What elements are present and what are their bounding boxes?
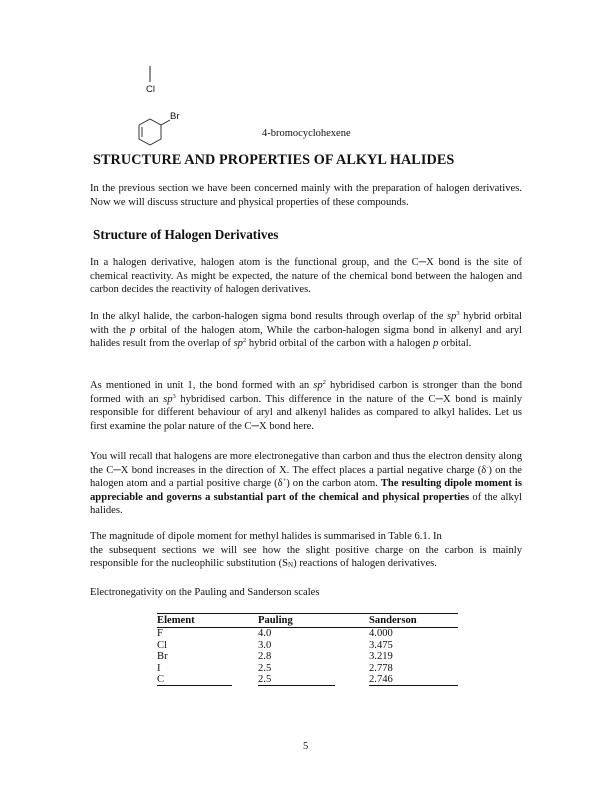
subsection-title: Structure of Halogen Derivatives [93,227,279,242]
cell-element: I [157,662,161,674]
paragraph-dipole-magnitude: The magnitude of dipole moment for methyl halides is summarised in Table 6.1. In the subsequent sections we will see how the slight positive charge on the carbon is mainly responsible for the nucleophilic substitution $(S_N)$ reactions of halogen derivatives. [90,531,522,570]
chloro-structure [140,64,160,100]
cell-pauling: 2.8 [258,651,272,663]
cell-pauling: 2.5 [258,674,369,686]
header-pauling: Pauling [258,615,293,626]
electronegativity-table [157,613,458,686]
chlorine-label: Cl [146,84,155,95]
paragraph-dipole-moment: You will recall that halogens are more electronegative than carbon and thus the electron density along the C─X bond increases in the direction of X. The effect places a partial negative charge (δ-) on the halogen atom and a partial positive charge (δ+) on the carbon atom. The resulting dipole moment is appreciable and governs a substantial part of the chemical and physical properties of the alkyl halides. [90,451,522,517]
cell-element: Cl [157,639,168,651]
cell-sanderson: 4.000 [369,628,393,640]
table-row [157,663,458,674]
header-sanderson: Sanderson [369,615,417,626]
cell-sanderson: 2.778 [369,662,393,674]
bond-line [140,64,160,84]
cell-pauling: 2.5 [258,662,272,674]
cell-element: C [157,674,258,686]
cell-element: Br [157,651,168,663]
cyclohexene-ring [130,108,190,153]
cell-pauling: 4.0 [258,628,272,640]
bromocyclohexene-structure [130,108,190,153]
intro-paragraph: In the previous section we have been concerned mainly with the preparation of halogen derivatives. Now we will discuss structure and physical properties of these compounds. [90,183,522,208]
paragraph-orbital-overlap: In the alkyl halide, the carbon-halogen sigma bond results through overlap of the $sp^3$ hybrid orbital with the p orbital of the halogen atom, While the carbon-halogen sigma bond in alkenyl and aryl halides result from the overlap of $sp^2$ hybrid orbital of the carbon with a halogen p orbital. [90,310,522,350]
table-row [157,651,458,662]
table-header-row [157,614,458,628]
cell-pauling: 3.0 [258,639,272,651]
paragraph-functional-group: In a halogen derivative, halogen atom is the functional group, and the C─X bond is the site of chemical reactivity. As might be expected, the nature of the chemical bond between the halogen and carbon decides the reactivity of halogen derivatives. [90,257,522,296]
page-number: 5 [303,741,309,752]
molecule-name: 4-bromocyclohexene [262,128,351,139]
section-title: STRUCTURE AND PROPERTIES OF ALKYL HALIDES [93,152,455,168]
table-row [157,628,458,640]
cell-sanderson: 3.475 [369,639,393,651]
cell-sanderson: 3.219 [369,651,393,663]
bromine-label: Br [170,111,180,122]
table-row [157,674,458,686]
table-caption: Electronegativity on the Pauling and Sanderson scales [90,587,320,598]
table-row [157,640,458,651]
cell-element: F [157,628,163,640]
paragraph-bond-strength: As mentioned in unit 1, the bond formed with an $sp^2$ hybridised carbon is stronger than the bond formed with an $sp^3$ hybridised carbon. This difference in the nature of the C─X bond is mainly responsible for different behaviour of aryl and alkenyl halides as compared to alkyl halides. Let us first examine the polar nature of the C─X bond here. [90,379,522,432]
cell-sanderson: 2.746 [369,674,458,686]
header-element: Element [157,615,195,626]
